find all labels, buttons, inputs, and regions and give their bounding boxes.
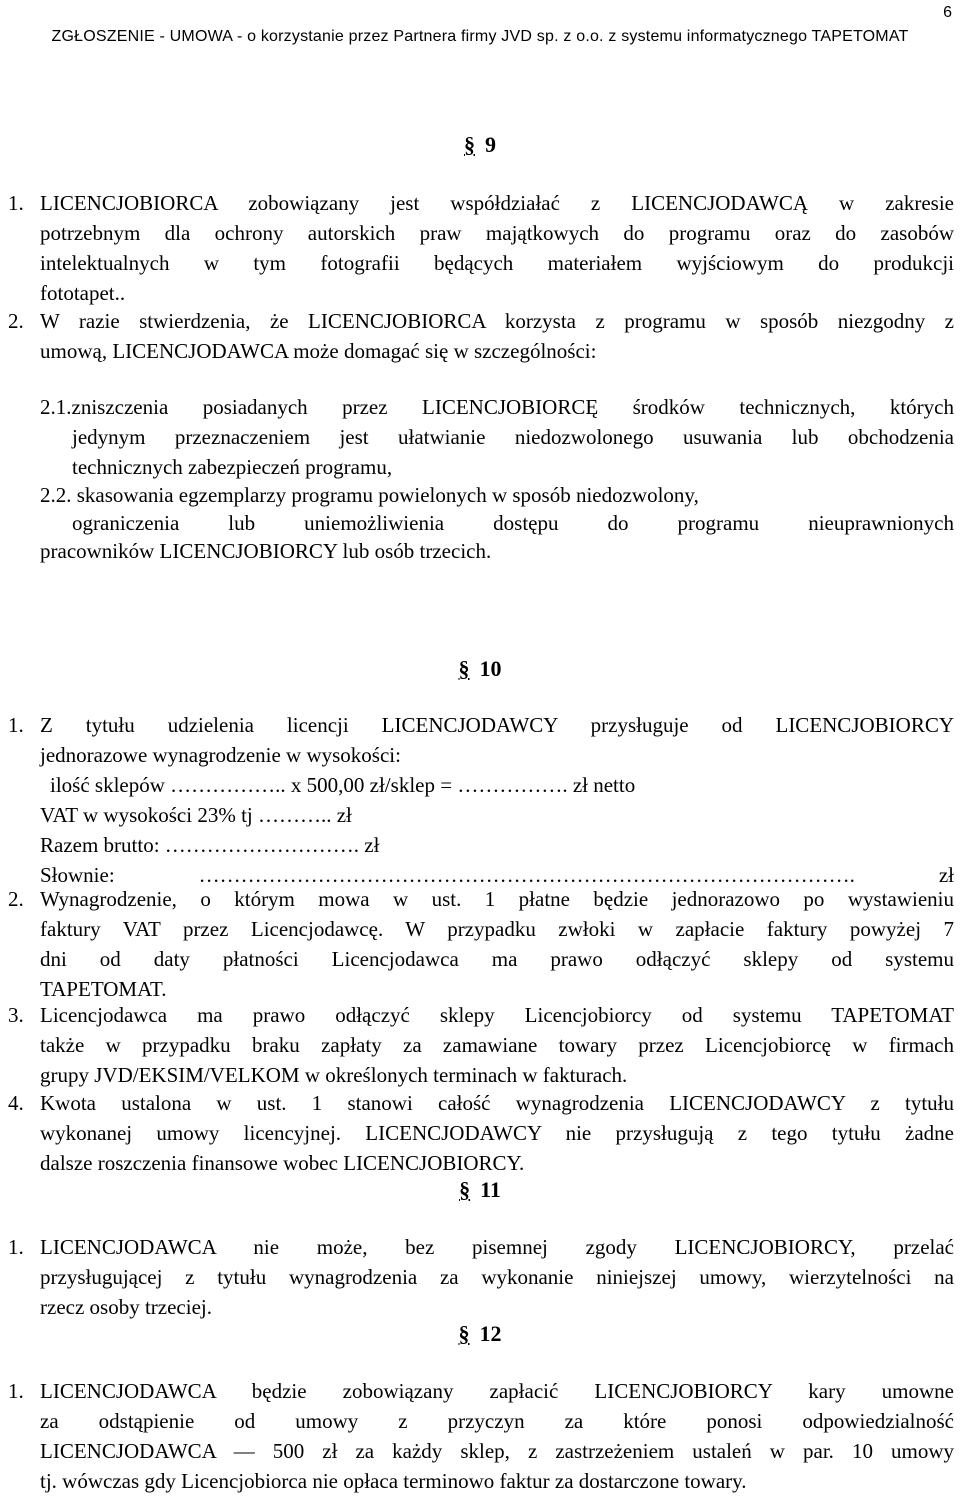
section-number: 9 (485, 132, 496, 157)
section-11-heading (0, 1175, 960, 1205)
s9-p2-1-cont (72, 422, 954, 482)
section-12-heading (0, 1319, 960, 1349)
s11-p1-number: 1. (8, 1235, 24, 1259)
text-line: Razem brutto: ………………………. zł (40, 833, 380, 857)
text-line: ilość sklepów …………….. x 500,00 zł/sklep = ……………. zł netto (50, 773, 636, 797)
text-line: TAPETOMAT. (40, 977, 167, 1001)
s10-p3-text (40, 1000, 954, 1090)
section-10-heading (0, 654, 960, 684)
text-line: Wynagrodzenie, o którym mowa w ust. 1 płatne będzie jednorazowo po wystawieniu (40, 887, 954, 911)
text-line: Z tytułu udzielenia licencji LICENCJODAWCY przysługuje od LICENCJOBIORCY (40, 713, 954, 737)
section-9-heading (0, 130, 960, 160)
s10-p4-number: 4. (8, 1091, 24, 1115)
text-line: ograniczenia lub uniemożliwienia dostępu do programu nieuprawnionych (72, 511, 954, 535)
s12-p1-number: 1. (8, 1379, 24, 1403)
s9-p2-2-end (40, 536, 954, 566)
page-number: 6 (943, 4, 952, 21)
text-line: LICENCJOBIORCA zobowiązany jest współdziałać z LICENCJODAWCĄ w zakresie (40, 191, 954, 215)
text-line: dalsze roszczenia finansowe wobec LICENCJOBIORCY. (40, 1151, 525, 1175)
paragraph-symbol: § (459, 1177, 471, 1202)
text-line: pracowników LICENCJOBIORCY lub osób trzecich. (40, 539, 492, 563)
s9-p1-number: 1. (8, 191, 24, 215)
text-line: umową, LICENCJODAWCA może domagać się w szczególności: (40, 339, 597, 363)
text-line: VAT w wysokości 23% tj ……….. zł (40, 803, 352, 827)
text-line: technicznych zabezpieczeń programu, (72, 455, 393, 479)
text-line: LICENCJODAWCA będzie zobowiązany zapłacić LICENCJOBIORCY kary umowne (40, 1379, 954, 1403)
text-line: potrzebnym dla ochrony autorskich praw majątkowych do programu oraz do zasobów (40, 221, 954, 245)
s10-p1-text (40, 710, 954, 890)
text-line: faktury VAT przez Licencjodawcę. W przypadku zwłoki w zapłacie faktury powyżej 7 (40, 917, 954, 941)
text-line: W razie stwierdzenia, że LICENCJOBIORCA korzysta z programu w sposób niezgodny z (40, 309, 954, 333)
s9-p2-text (40, 306, 954, 366)
text-line: fototapet.. (40, 281, 126, 305)
text-line: LICENCJODAWCA — 500 zł za każdy sklep, z zastrzeżeniem ustaleń w par. 10 umowy (40, 1439, 954, 1463)
text-line: 2.2. skasowania egzemplarzy programu powielonych w sposób niedozwolony, (40, 483, 699, 507)
text-line: za odstąpienie od umowy z przyczyn za które ponosi odpowiedzialność (40, 1409, 954, 1433)
paragraph-symbol: § (458, 1321, 470, 1346)
text-line: grupy JVD/EKSIM/VELKOM w określonych terminach w fakturach. (40, 1063, 628, 1087)
s10-p1-number: 1. (8, 713, 24, 737)
text-line: także w przypadku braku zapłaty za zamawiane towary przez Licencjobiorcę w firmach (40, 1033, 954, 1057)
text-line: Kwota ustalona w ust. 1 stanowi całość wynagrodzenia LICENCJODAWCY z tytułu (40, 1091, 954, 1115)
paragraph-symbol: § (458, 656, 470, 681)
section-number: 11 (480, 1177, 501, 1202)
s10-p2-number: 2. (8, 887, 24, 911)
s9-p1-text (40, 188, 954, 308)
text-line: Słownie: …………………………………………………………………………………. zł (40, 863, 954, 887)
text-line: dni od daty płatności Licencjodawca ma prawo odłączyć sklepy od systemu (40, 947, 954, 971)
section-number: 10 (479, 656, 502, 681)
document-header: ZGŁOSZENIE - UMOWA - o korzystanie przez Partnera firmy JVD sp. z o.o. z systemu informatycznego TAPETOMAT (51, 28, 909, 45)
text-line: rzecz osoby trzeciej. (40, 1295, 212, 1319)
text-line: 2.1.zniszczenia posiadanych przez LICENCJOBIORCĘ środków technicznych, których (40, 395, 954, 419)
text-line: intelektualnych w tym fotografii będących materiałem wyjściowym do produkcji (40, 251, 954, 275)
s9-p2-2 (40, 480, 954, 510)
s10-p2-text (40, 884, 954, 1004)
s11-p1-text (40, 1232, 954, 1322)
text-line: jednorazowe wynagrodzenie w wysokości: (40, 743, 401, 767)
text-line: przysługującej z tytułu wynagrodzenia za wykonanie niniejszej umowy, wierzytelności na (40, 1265, 954, 1289)
paragraph-symbol: § (464, 132, 475, 157)
text-line: wykonanej umowy licencyjnej. LICENCJODAWCY nie przysługują z tego tytułu żadne (40, 1121, 954, 1145)
s12-p1-text (40, 1376, 954, 1496)
text-line: tj. wówczas gdy Licencjobiorca nie opłaca terminowo faktur za dostarczone towary. (40, 1469, 747, 1493)
s9-p2-1 (40, 392, 954, 422)
s10-p4-text (40, 1088, 954, 1178)
section-number: 12 (479, 1321, 502, 1346)
s9-p2-2-cont (72, 508, 954, 538)
text-line: Licencjodawca ma prawo odłączyć sklepy Licencjobiorcy od systemu TAPETOMAT (40, 1003, 954, 1027)
text-line: LICENCJODAWCA nie może, bez pisemnej zgody LICENCJOBIORCY, przelać (40, 1235, 954, 1259)
s9-p2-number: 2. (8, 309, 24, 333)
s10-p3-number: 3. (8, 1003, 24, 1027)
text-line: jedynym przeznaczeniem jest ułatwianie niedozwolonego usuwania lub obchodzenia (72, 425, 954, 449)
